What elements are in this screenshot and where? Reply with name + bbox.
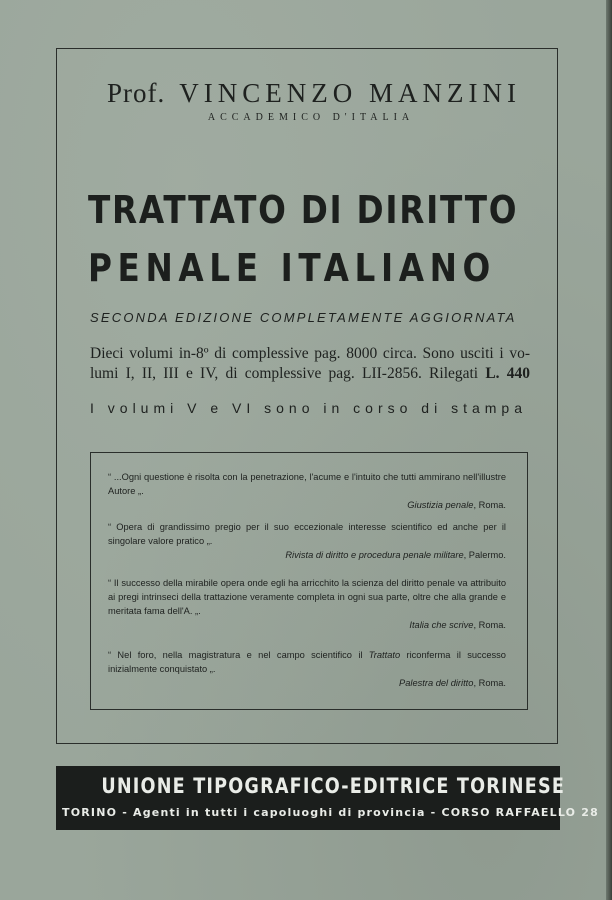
review-source xyxy=(108,676,506,690)
review-quote xyxy=(108,648,506,690)
review-source-place: , Roma. xyxy=(473,620,506,630)
book-title-line-2: PENALE ITALIANO xyxy=(88,246,496,290)
page-edge-shadow xyxy=(606,0,612,900)
description-line-1: Dieci volumi in-8º di complessive pag. 8000 circa. Sono usciti i vo- xyxy=(90,345,530,362)
review-source-name: Rivista di diritto e procedura penale militare xyxy=(285,550,464,560)
review-text xyxy=(108,650,506,674)
review-text-end: riconferma il successo inizialmente conquistato „. xyxy=(108,650,506,674)
edition-subtitle: SECONDA EDIZIONE COMPLETAMENTE AGGIORNATA xyxy=(90,310,517,325)
review-source-place: , Roma. xyxy=(473,678,506,688)
review-source xyxy=(108,498,506,512)
in-press-notice: I volumi V e VI sono in corso di stampa xyxy=(90,400,527,416)
description xyxy=(90,344,530,384)
review-quote xyxy=(108,470,506,512)
description-line-2-text: lumi I, II, III e IV, di complessive pag. LII-2856. Rilegati xyxy=(90,365,479,382)
review-quote xyxy=(108,576,506,632)
review-text: “ ...Ogni questione è risolta con la penetrazione, l'acume e l'intuito che tutti ammirano nell'illustre Autore „. xyxy=(108,472,506,496)
review-text: “ Il successo della mirabile opera onde egli ha arricchito la scienza del diritto penale va attribuito ai pregi intrinseci della trattazione veramente completa in ogni sua parte, oltre che alla grande e meritata fama dell'A. „. xyxy=(108,578,506,616)
author-affiliation: ACCADEMICO D'ITALIA xyxy=(207,112,415,123)
review-source-name: Giustizia penale xyxy=(407,500,474,510)
book-title-line-1: TRATTATO DI DIRITTO xyxy=(88,188,519,232)
review-text: “ Opera di grandissimo pregio per il suo eccezionale interesse scientifico ed anche per il singolare valore pratico „. xyxy=(108,522,506,546)
review-source xyxy=(108,618,506,632)
review-source-place: , Palermo. xyxy=(463,550,506,560)
author-prefix: Prof. xyxy=(107,78,166,108)
author-line xyxy=(0,78,612,109)
author-name: VINCENZO MANZINI xyxy=(179,78,521,108)
publisher-banner xyxy=(56,766,599,830)
review-source-name: Palestra del diritto xyxy=(399,678,474,688)
review-text-start: “ Nel foro, nella magistratura e nel campo scientifico il xyxy=(108,650,369,660)
review-source-place: , Roma. xyxy=(473,500,506,510)
publisher-address: TORINO - Agenti in tutti i capoluoghi di provincia - CORSO RAFFAELLO 28 xyxy=(62,806,599,819)
review-source xyxy=(108,548,506,562)
review-source-name: Italia che scrive xyxy=(409,620,474,630)
review-text-italic: Trattato xyxy=(368,650,401,660)
publisher-name: UNIONE TIPOGRAFICO-EDITRICE TORINESE xyxy=(101,774,566,798)
review-quote xyxy=(108,520,506,562)
description-line-2 xyxy=(90,364,530,384)
price: L. 440 xyxy=(485,365,530,382)
